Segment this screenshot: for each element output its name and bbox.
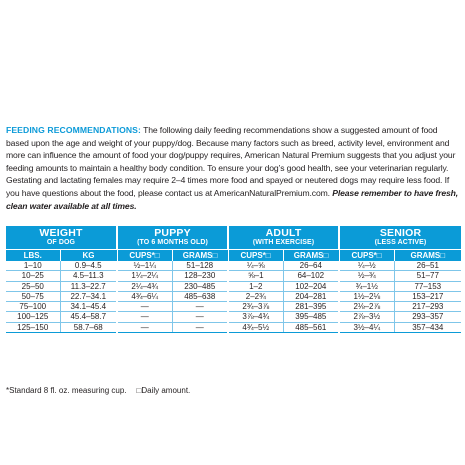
cell-lbs: 125–150: [6, 322, 60, 332]
table-group-header-row: [6, 226, 461, 239]
cell-senior-grams: 51–77: [394, 271, 461, 281]
cell-puppy-grams: 485–638: [172, 291, 228, 301]
cell-kg: 11.3–22.7: [60, 281, 117, 291]
table-row: [6, 281, 461, 291]
cell-kg: 4.5–11.3: [60, 271, 117, 281]
column-header-puppy-cups: CUPS*□: [117, 250, 172, 262]
cell-puppy-grams: —: [172, 322, 228, 332]
cell-senior-cups: 2⅞–3½: [339, 312, 394, 322]
feeding-table-body: [6, 261, 461, 333]
cell-adult-cups: 3⅞–4¾: [228, 312, 283, 322]
cell-senior-grams: 153–217: [394, 291, 461, 301]
cell-senior-cups: ¼–½: [339, 261, 394, 271]
cell-senior-grams: 357–434: [394, 322, 461, 332]
group-adult-subtitle: (WITH EXERCISE): [228, 239, 339, 250]
cell-puppy-cups: —: [117, 302, 172, 312]
group-senior-subtitle: (LESS ACTIVE): [339, 239, 461, 250]
table-row: [6, 322, 461, 332]
cell-adult-cups: 2–2¾: [228, 291, 283, 301]
feeding-table: [6, 226, 461, 333]
cell-kg: 58.7–68: [60, 322, 117, 332]
cell-senior-grams: 26–51: [394, 261, 461, 271]
cell-lbs: 10–25: [6, 271, 60, 281]
column-header-adult-cups: CUPS*□: [228, 250, 283, 262]
table-row: [6, 302, 461, 312]
feeding-recommendations-heading: FEEDING RECOMMENDATIONS:: [6, 125, 141, 135]
cell-kg: 45.4–58.7: [60, 312, 117, 322]
cell-adult-cups: ¼–⅝: [228, 261, 283, 271]
table-group-subtitle-row: [6, 239, 461, 250]
cell-senior-cups: 2⅛–2⅞: [339, 302, 394, 312]
cell-adult-grams: 26–64: [283, 261, 339, 271]
cell-puppy-cups: —: [117, 322, 172, 332]
cell-puppy-grams: 230–485: [172, 281, 228, 291]
cell-adult-grams: 485–561: [283, 322, 339, 332]
table-row: [6, 291, 461, 301]
cell-kg: 22.7–34.1: [60, 291, 117, 301]
cell-lbs: 25–50: [6, 281, 60, 291]
cell-puppy-cups: 2¼–4¾: [117, 281, 172, 291]
cell-puppy-cups: ½–1¼: [117, 261, 172, 271]
cell-puppy-grams: 128–230: [172, 271, 228, 281]
cell-senior-cups: 1½–2⅛: [339, 291, 394, 301]
column-header-adult-grams: GRAMS□: [283, 250, 339, 262]
cell-senior-grams: 217–293: [394, 302, 461, 312]
cell-senior-grams: 293–357: [394, 312, 461, 322]
cell-adult-cups: ⅝–1: [228, 271, 283, 281]
cell-adult-cups: 2¾–3⅞: [228, 302, 283, 312]
cell-kg: 34.1–45.4: [60, 302, 117, 312]
column-header-senior-cups: CUPS*□: [339, 250, 394, 262]
table-column-header-row: [6, 250, 461, 262]
group-weight-title: WEIGHT: [6, 226, 117, 239]
cell-adult-grams: 281–395: [283, 302, 339, 312]
footnote-standard-cup: *Standard 8 fl. oz. measuring cup.: [6, 386, 127, 395]
cell-adult-grams: 102–204: [283, 281, 339, 291]
cell-lbs: 100–125: [6, 312, 60, 322]
column-header-kg: KG: [60, 250, 117, 262]
cell-adult-cups: 4¾–5½: [228, 322, 283, 332]
cell-lbs: 1–10: [6, 261, 60, 271]
table-row: [6, 312, 461, 322]
feeding-recommendations-text: [6, 124, 461, 212]
column-header-puppy-grams: GRAMS□: [172, 250, 228, 262]
group-puppy-subtitle: (TO 6 MONTHS OLD): [117, 239, 228, 250]
table-row: [6, 261, 461, 271]
group-puppy-title: PUPPY: [117, 226, 228, 239]
water-reminder: Please remember to have fresh, clean water available at all times.: [6, 187, 459, 211]
footnotes: [6, 386, 461, 395]
table-row: [6, 271, 461, 281]
cell-adult-grams: 395–485: [283, 312, 339, 322]
group-senior-title: SENIOR: [339, 226, 461, 239]
cell-lbs: 75–100: [6, 302, 60, 312]
cell-puppy-cups: —: [117, 312, 172, 322]
cell-puppy-cups: 4¾–6¼: [117, 291, 172, 301]
cell-lbs: 50–75: [6, 291, 60, 301]
cell-adult-grams: 204–281: [283, 291, 339, 301]
group-adult-title: ADULT: [228, 226, 339, 239]
cell-senior-cups: 3½–4¼: [339, 322, 394, 332]
cell-adult-grams: 64–102: [283, 271, 339, 281]
column-header-senior-grams: GRAMS□: [394, 250, 461, 262]
cell-puppy-grams: —: [172, 302, 228, 312]
cell-senior-cups: ¾–1½: [339, 281, 394, 291]
column-header-lbs: LBS.: [6, 250, 60, 262]
footnote-daily-amount: □Daily amount.: [136, 386, 191, 395]
cell-kg: 0.9–4.5: [60, 261, 117, 271]
cell-puppy-grams: —: [172, 312, 228, 322]
cell-puppy-cups: 1¼–2¼: [117, 271, 172, 281]
feeding-recommendations-body: The following daily feeding recommendations show a suggested amount of food based upon the age and weight of your puppy/dog. Because many factors such as breed, activity level, environment and more can influence the amount of food your dog/puppy requires, American Natural Premium suggests that you adjust your feeding amounts to maintain a healthy body condition. To ensure your dog’s good health, see your veterinarian regularly. Gestating and lactating females may require 2–4 times more food and spayed or neutered dogs may require less food. If you have questions about the food, please contact us at AmericanNaturalPremium.com.: [6, 125, 456, 198]
cell-senior-grams: 77–153: [394, 281, 461, 291]
cell-puppy-grams: 51–128: [172, 261, 228, 271]
group-weight-subtitle: OF DOG: [6, 239, 117, 250]
cell-senior-cups: ½–¾: [339, 271, 394, 281]
cell-adult-cups: 1–2: [228, 281, 283, 291]
